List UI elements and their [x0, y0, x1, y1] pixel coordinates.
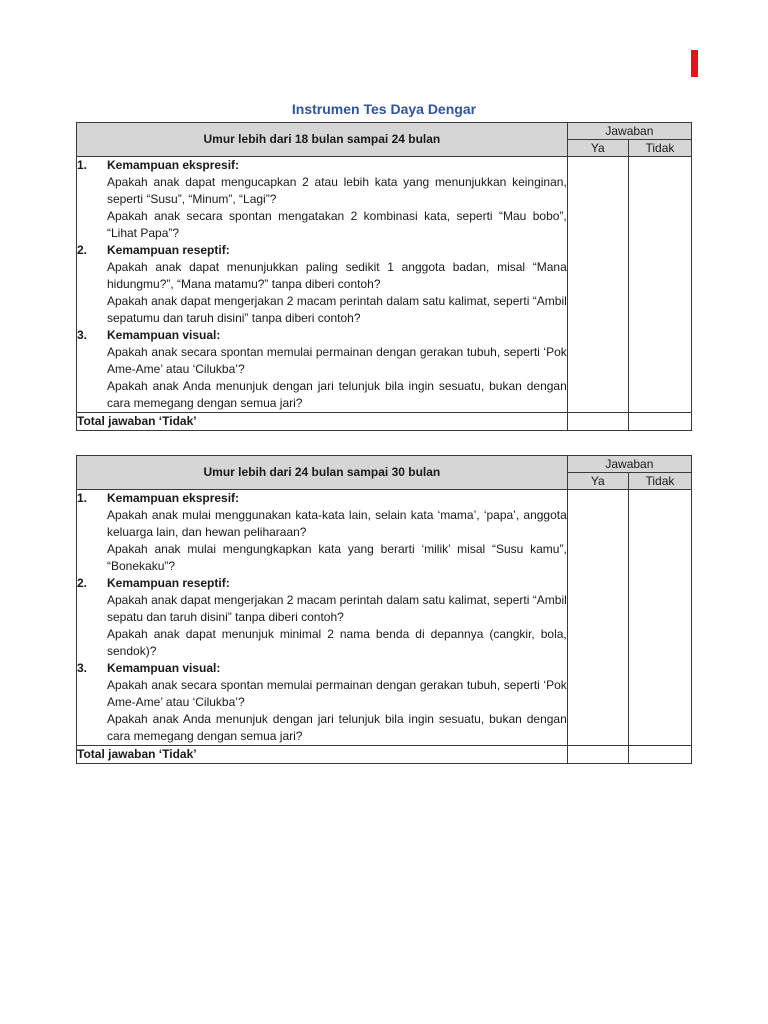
question-text: Apakah anak mulai mengungkapkan kata yang berarti ‘milik’ misal “Susu kamu”, “Bonekaku”?: [107, 542, 567, 573]
no-column-header: Tidak: [628, 140, 691, 157]
total-no-label: Total jawaban ‘Tidak’: [77, 746, 568, 764]
question-text: Apakah anak secara spontan mengatakan 2 kombinasi kata, seperti “Mau bobo”, “Lihat Papa”?: [107, 209, 567, 240]
age-range-header: Umur lebih dari 24 bulan sampai 30 bulan: [77, 456, 568, 490]
question-text: Apakah anak dapat menunjuk minimal 2 nama benda di depannya (cangkir, bola, sendok)?: [107, 627, 567, 658]
answer-header: Jawaban: [567, 123, 691, 140]
section-heading: [77, 327, 567, 344]
section-number: 2.: [77, 243, 88, 257]
section-heading: [77, 660, 567, 677]
answer-header: Jawaban: [567, 456, 691, 473]
total-yes-cell[interactable]: [567, 413, 628, 431]
questionnaire-table-24-30: [76, 455, 692, 764]
section-number: 1.: [77, 491, 88, 505]
section-title: Kemampuan reseptif:: [107, 576, 230, 590]
questions-cell: [77, 490, 568, 746]
question-text: Apakah anak secara spontan memulai permainan dengan gerakan tubuh, seperti ‘Pok Ame-Ame’ atau ‘Cilukba’?: [107, 678, 567, 709]
question-text: Apakah anak Anda menunjuk dengan jari telunjuk bila ingin sesuatu, bukan dengan cara memegang dengan semua jari?: [107, 712, 567, 743]
no-answer-cell[interactable]: [628, 490, 691, 746]
questionnaire-table-18-24: [76, 122, 692, 431]
yes-column-header: Ya: [567, 140, 628, 157]
question-text: Apakah anak dapat mengerjakan 2 macam perintah dalam satu kalimat, seperti “Ambil sepatu dan taruh disini” tanpa diberi contoh?: [107, 593, 567, 624]
yes-column-header: Ya: [567, 473, 628, 490]
total-no-cell[interactable]: [628, 413, 691, 431]
question-text: Apakah anak mulai menggunakan kata-kata lain, selain kata ‘mama’, ‘papa’, anggota keluarga lain, dan hewan peliharaan?: [107, 508, 567, 539]
section-number: 2.: [77, 576, 88, 590]
section-number: 3.: [77, 328, 88, 342]
section-heading: [77, 242, 567, 259]
section-heading: [77, 490, 567, 507]
question-text: Apakah anak dapat mengucapkan 2 atau lebih kata yang menunjukkan keinginan, seperti “Susu”, “Minum”, “Lagi”?: [107, 175, 567, 206]
question-text: Apakah anak dapat mengerjakan 2 macam perintah dalam satu kalimat, seperti “Ambil sepatumu dan taruh disini” tanpa diberi contoh?: [107, 294, 567, 325]
section-heading: [77, 575, 567, 592]
age-range-header: Umur lebih dari 18 bulan sampai 24 bulan: [77, 123, 568, 157]
questions-cell: [77, 157, 568, 413]
red-margin-mark: [691, 50, 698, 77]
total-yes-cell[interactable]: [567, 746, 628, 764]
section-title: Kemampuan ekspresif:: [107, 491, 240, 505]
total-no-cell[interactable]: [628, 746, 691, 764]
section-heading: [77, 157, 567, 174]
section-title: Kemampuan visual:: [107, 328, 221, 342]
section-number: 1.: [77, 158, 88, 172]
section-title: Kemampuan visual:: [107, 661, 221, 675]
no-answer-cell[interactable]: [628, 157, 691, 413]
no-column-header: Tidak: [628, 473, 691, 490]
section-title: Kemampuan ekspresif:: [107, 158, 240, 172]
document-title: Instrumen Tes Daya Dengar: [291, 101, 477, 117]
yes-answer-cell[interactable]: [567, 490, 628, 746]
section-title: Kemampuan reseptif:: [107, 243, 230, 257]
question-text: Apakah anak Anda menunjuk dengan jari telunjuk bila ingin sesuatu, bukan dengan cara memegang dengan semua jari?: [107, 379, 567, 410]
section-number: 3.: [77, 661, 88, 675]
total-no-label: Total jawaban ‘Tidak’: [77, 413, 568, 431]
yes-answer-cell[interactable]: [567, 157, 628, 413]
question-text: Apakah anak secara spontan memulai permainan dengan gerakan tubuh, seperti ‘Pok Ame-Ame’ atau ‘Cilukba’?: [107, 345, 567, 376]
question-text: Apakah anak dapat menunjukkan paling sedikit 1 anggota badan, misal “Mana hidungmu?”, “Mana matamu?” tanpa diberi contoh?: [107, 260, 567, 291]
